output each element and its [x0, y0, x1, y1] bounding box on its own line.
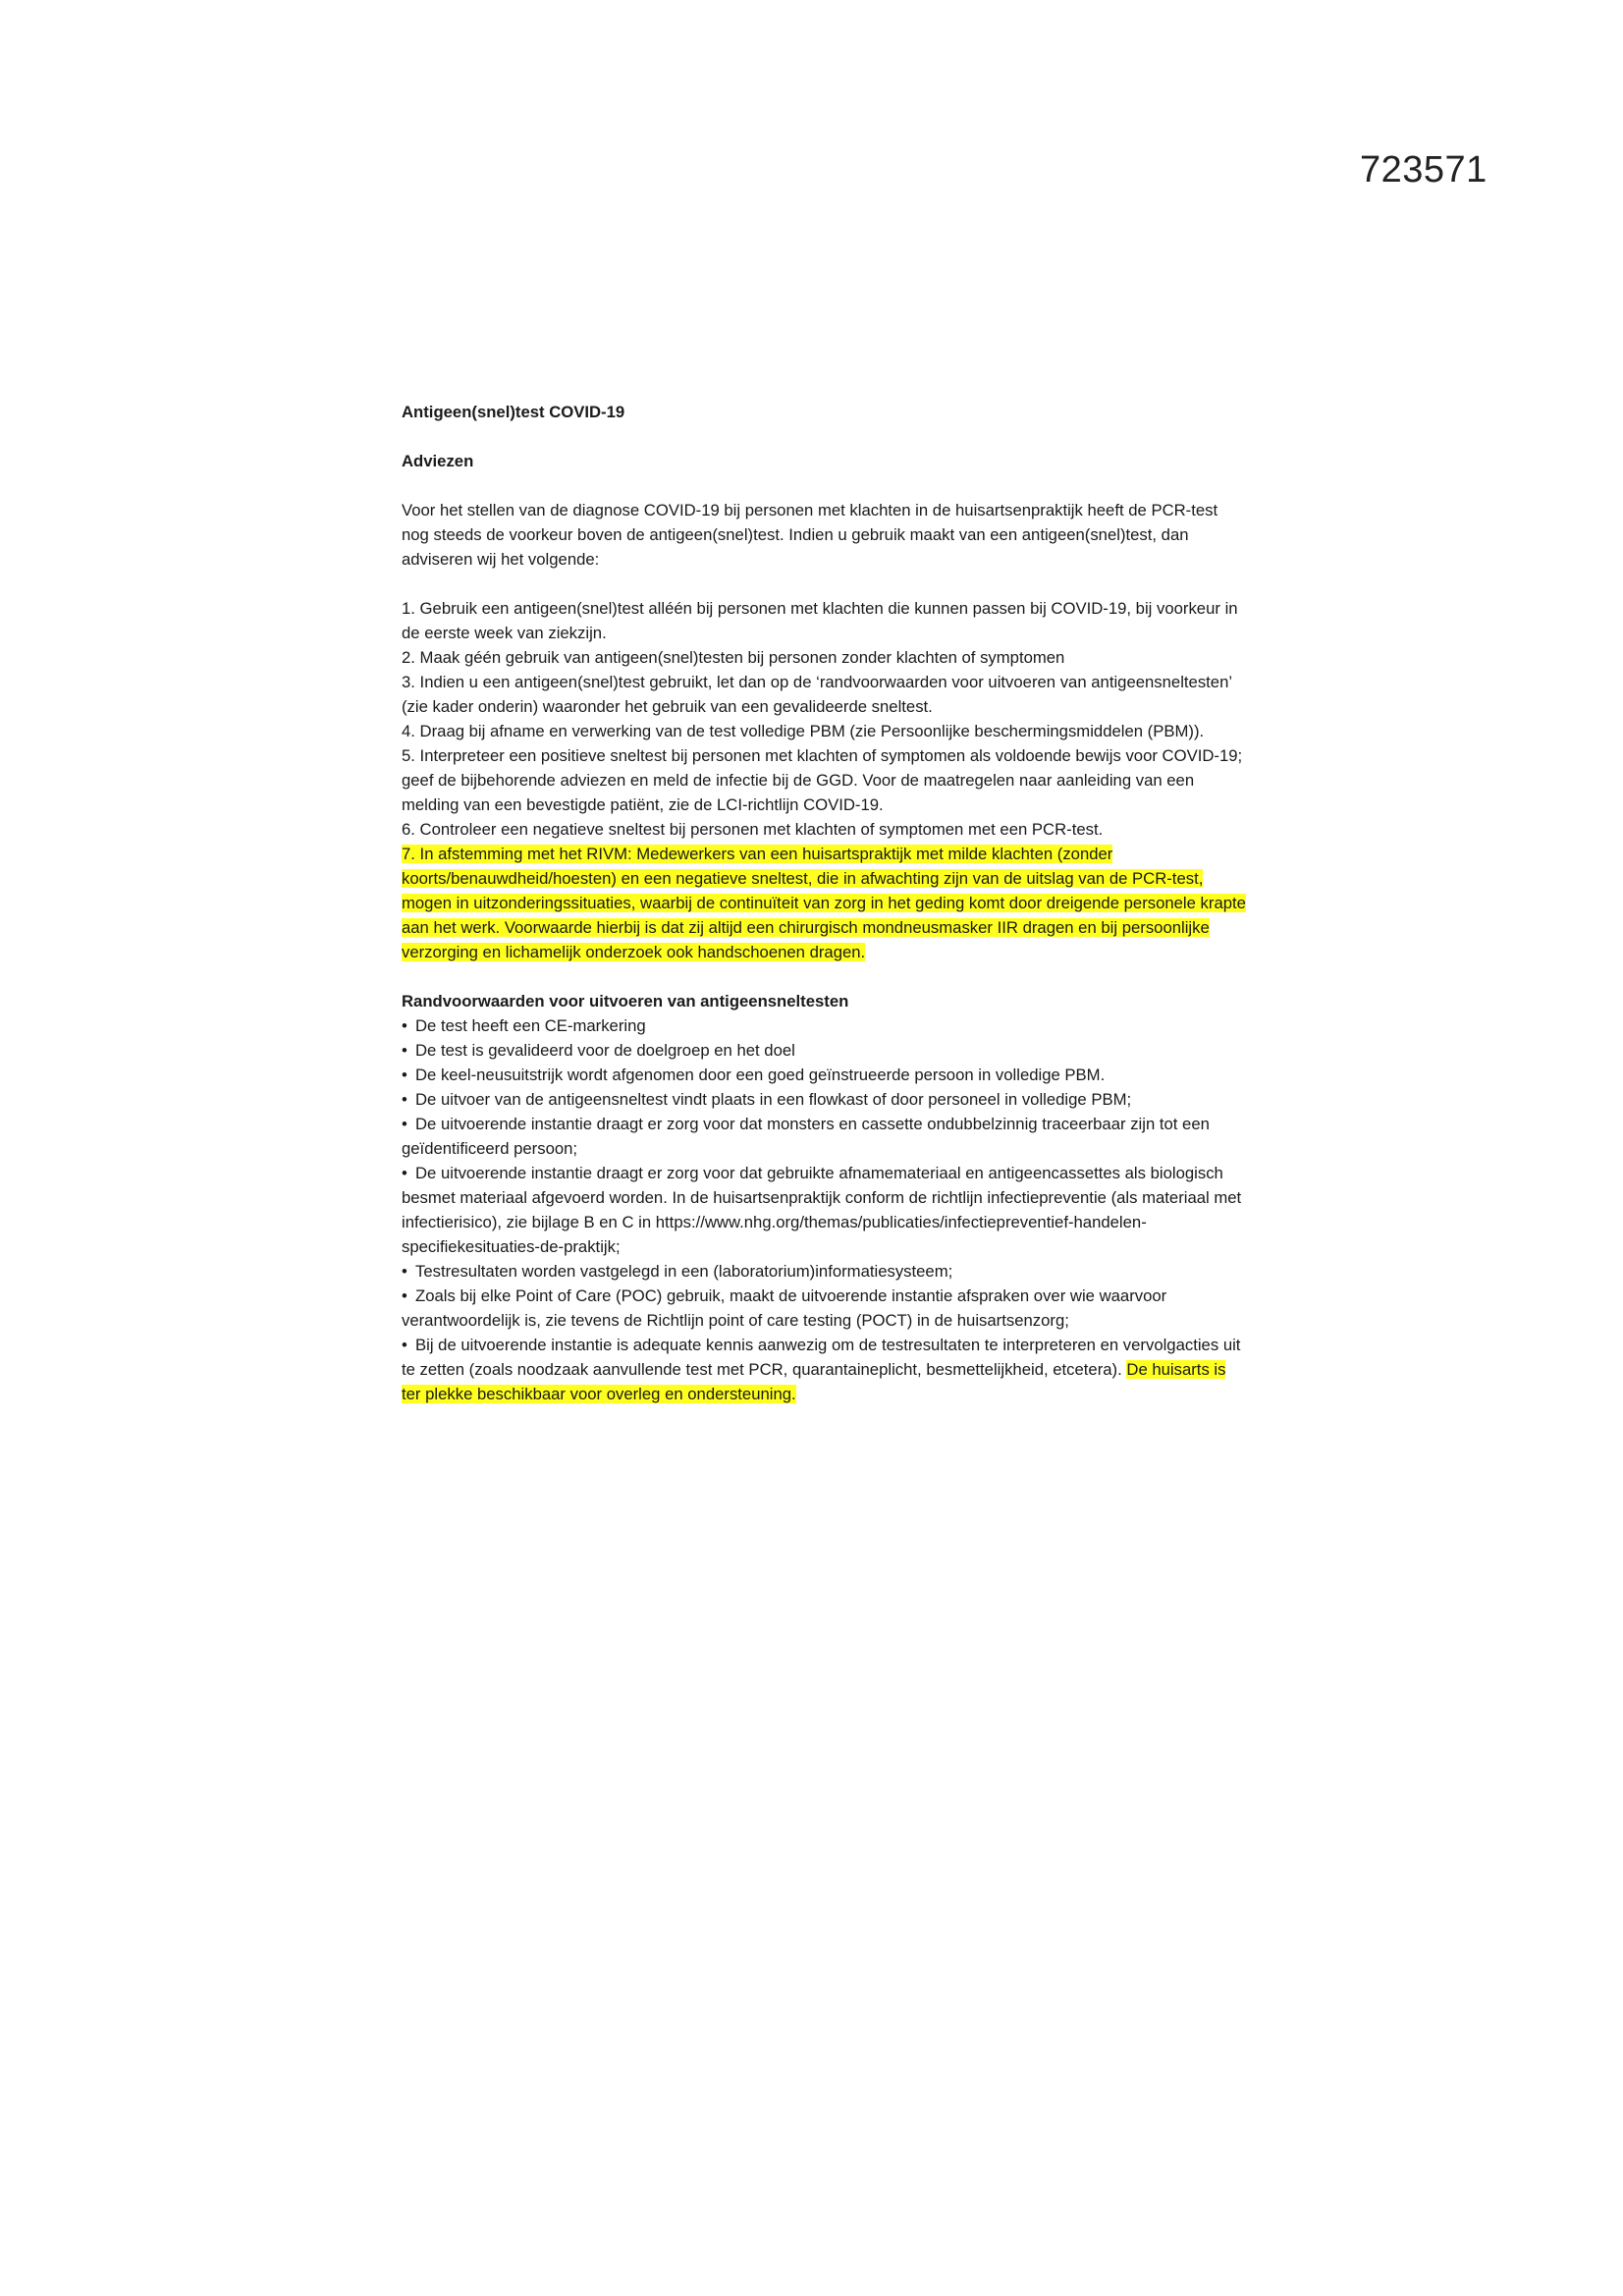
- bullet: •: [402, 1262, 407, 1281]
- intro-paragraph: Voor het stellen van de diagnose COVID-19 bij personen met klachten in de huisartsenpraktijk heeft de PCR-test nog steeds de voorkeur boven de antigeen(snel)test. Indien u gebruik maakt van een antigeen(snel)test, dan adviseren wij het volgende:: [402, 501, 1218, 569]
- condition-text: De test heeft een CE-markering: [415, 1016, 646, 1035]
- document-body: [402, 400, 1246, 1406]
- bullet: •: [402, 1164, 407, 1182]
- advice-item-highlighted: [402, 842, 1246, 964]
- condition-text: De uitvoer van de antigeensneltest vindt plaats in een flowkast of door personeel in volledige PBM;: [415, 1090, 1132, 1109]
- condition-text: Bij de uitvoerende instantie is adequate kennis aanwezig om de testresultaten te interpreteren en vervolgacties uit te zetten (zoals noodzaak aanvullende test met PCR, quarantaineplicht, besmettelijkheid, etcetera).: [402, 1336, 1241, 1379]
- advice-list: [402, 596, 1246, 964]
- conditions-heading: Randvoorwaarden voor uitvoeren van antigeensneltesten: [402, 992, 849, 1011]
- conditions-list: [402, 1013, 1246, 1406]
- advice-item: 6. Controleer een negatieve sneltest bij personen met klachten of symptomen met een PCR-test.: [402, 820, 1104, 839]
- condition-item: [402, 1161, 1246, 1259]
- bullet: •: [402, 1041, 407, 1060]
- condition-item: [402, 1087, 1246, 1112]
- condition-item: [402, 1063, 1246, 1087]
- advice-item: 3. Indien u een antigeen(snel)test gebruikt, let dan op de ‘randvoorwaarden voor uitvoeren van antigeensneltesten’ (zie kader onderin) waaronder het gebruik van een gevalideerde sneltest.: [402, 673, 1232, 716]
- condition-item: [402, 1284, 1246, 1333]
- bullet: •: [402, 1090, 407, 1109]
- bullet: •: [402, 1336, 407, 1354]
- advice-item: 5. Interpreteer een positieve sneltest bij personen met klachten of symptomen als voldoende bewijs voor COVID-19; geef de bijbehorende adviezen en meld de infectie bij de GGD. Voor de maatregelen naar aanleiding van een melding van een bevestigde patiënt, zie de LCI-richtlijn COVID-19.: [402, 746, 1243, 814]
- bullet: •: [402, 1066, 407, 1084]
- condition-item: [402, 1259, 1246, 1284]
- bullet: •: [402, 1016, 407, 1035]
- highlighted-text: De huisarts is ter plekke beschikbaar voor overleg en ondersteuning.: [402, 1360, 1226, 1403]
- condition-text: De uitvoerende instantie draagt er zorg voor dat gebruikte afnamemateriaal en antigeencassettes als biologisch besmet materiaal afgevoerd worden. In de huisartsenpraktijk conform de richtlijn infectiepreventie (als materiaal met infectierisico), zie bijlage B en C in https://www.nhg.org/themas/publicaties/infectiepreventief-handelen-specifiekesituaties-de-praktijk;: [402, 1164, 1242, 1256]
- condition-item: [402, 1038, 1246, 1063]
- advice-item: 1. Gebruik een antigeen(snel)test alléén bij personen met klachten die kunnen passen bij COVID-19, bij voorkeur in de eerste week van ziekzijn.: [402, 599, 1238, 642]
- highlighted-text: 7. In afstemming met het RIVM: Medewerkers van een huisartspraktijk met milde klachten (zonder koorts/benauwdheid/hoesten) en een negatieve sneltest, die in afwachting zijn van de uitslag van de PCR-test, mogen in uitzonderingssituaties, waarbij de continuïteit van zorg in het geding komt door dreigende personele krapte aan het werk. Voorwaarde hierbij is dat zij altijd een chirurgisch mondneusmasker IIR dragen en bij persoonlijke verzorging en lichamelijk onderzoek ook handschoenen dragen.: [402, 845, 1246, 961]
- condition-item: [402, 1013, 1246, 1038]
- section-heading-adviezen: Adviezen: [402, 452, 474, 470]
- advice-item: 2. Maak géén gebruik van antigeen(snel)testen bij personen zonder klachten of symptomen: [402, 648, 1065, 667]
- bullet: •: [402, 1286, 407, 1305]
- condition-text: Zoals bij elke Point of Care (POC) gebruik, maakt de uitvoerende instantie afspraken over wie waarvoor verantwoordelijk is, zie tevens de Richtlijn point of care testing (POCT) in de huisartsenzorg;: [402, 1286, 1167, 1330]
- advice-item: 4. Draag bij afname en verwerking van de test volledige PBM (zie Persoonlijke beschermingsmiddelen (PBM)).: [402, 722, 1205, 740]
- condition-item: [402, 1112, 1246, 1161]
- document-title: Antigeen(snel)test COVID-19: [402, 403, 625, 421]
- condition-text: De keel-neusuitstrijk wordt afgenomen door een goed geïnstrueerde persoon in volledige PBM.: [415, 1066, 1106, 1084]
- document-number: 723571: [1360, 149, 1488, 191]
- bullet: •: [402, 1115, 407, 1133]
- condition-text: De test is gevalideerd voor de doelgroep en het doel: [415, 1041, 795, 1060]
- condition-text: Testresultaten worden vastgelegd in een (laboratorium)informatiesysteem;: [415, 1262, 953, 1281]
- condition-text: De uitvoerende instantie draagt er zorg voor dat monsters en cassette ondubbelzinnig traceerbaar zijn tot een geïdentificeerd persoon;: [402, 1115, 1210, 1158]
- condition-item: [402, 1333, 1246, 1406]
